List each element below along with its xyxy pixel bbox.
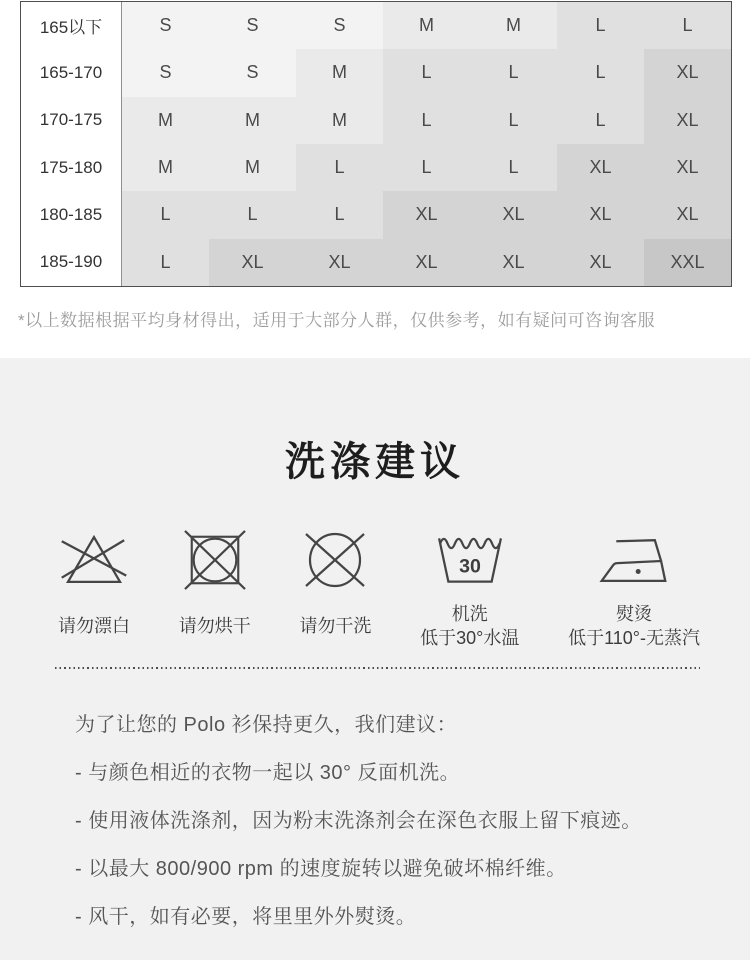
size-cell: XL bbox=[644, 144, 731, 191]
size-cell: XL bbox=[557, 144, 644, 191]
size-cell: XL bbox=[209, 239, 296, 286]
size-cell: XL bbox=[644, 49, 731, 96]
size-cell: L bbox=[122, 191, 209, 238]
size-cell: M bbox=[209, 97, 296, 144]
size-cell: XL bbox=[644, 191, 731, 238]
care-sublabel: 低于30°水温 bbox=[420, 628, 520, 648]
size-cell: S bbox=[296, 2, 383, 49]
size-cell: M bbox=[296, 97, 383, 144]
size-cell: L bbox=[383, 49, 470, 96]
row-label-cell: 170-175 bbox=[21, 97, 122, 144]
care-tips-intro: 为了让您的 Polo 衫保持更久，我们建议： bbox=[75, 714, 458, 736]
size-cell: L bbox=[296, 144, 383, 191]
row-label-cell: 185-190 bbox=[21, 239, 122, 286]
care-tip-line: - 风干，如有必要，将里里外外熨烫。 bbox=[75, 906, 417, 928]
care-item-iron bbox=[568, 524, 700, 652]
care-label: 熨烫 bbox=[616, 604, 653, 625]
size-cell: XL bbox=[557, 239, 644, 286]
size-cell: L bbox=[470, 49, 557, 96]
machine-wash-icon bbox=[436, 534, 504, 586]
size-cell: M bbox=[470, 2, 557, 49]
size-cell: L bbox=[470, 97, 557, 144]
care-item-do-not-dry-clean bbox=[299, 524, 371, 652]
care-label: 请勿烘干 bbox=[178, 616, 251, 637]
size-cell: S bbox=[209, 49, 296, 96]
size-cell: M bbox=[296, 49, 383, 96]
size-cell: L bbox=[470, 144, 557, 191]
iron-icon bbox=[599, 535, 669, 585]
size-cell: L bbox=[557, 2, 644, 49]
care-label: 机洗 bbox=[451, 604, 488, 625]
care-tip-line: - 使用液体洗涤剂，因为粉末洗涤剂会在深色衣服上留下痕迹。 bbox=[75, 810, 642, 832]
size-cell: L bbox=[557, 97, 644, 144]
size-cell: M bbox=[122, 144, 209, 191]
care-tips bbox=[75, 714, 712, 954]
row-label-cell: 165-170 bbox=[21, 49, 122, 96]
care-item-do-not-bleach bbox=[58, 524, 130, 652]
care-icons-row bbox=[58, 524, 700, 652]
size-cell: M bbox=[383, 2, 470, 49]
size-cell: S bbox=[209, 2, 296, 49]
size-cell: L bbox=[644, 2, 731, 49]
care-item-do-not-tumble-dry bbox=[179, 524, 251, 652]
size-cell: L bbox=[296, 191, 383, 238]
row-label-cell: 180-185 bbox=[21, 191, 122, 238]
section-title: 洗涤建议 bbox=[285, 440, 465, 484]
size-chart-footnote: *以上数据根据平均身材得出，适用于大部分人群，仅供参考，如有疑问可咨询客服 bbox=[18, 311, 656, 330]
size-cell: M bbox=[209, 144, 296, 191]
size-cell: L bbox=[209, 191, 296, 238]
care-item-machine-wash bbox=[420, 524, 519, 652]
wash-temp-value: 30 bbox=[458, 555, 481, 578]
size-cell: XL bbox=[470, 239, 557, 286]
size-cell: M bbox=[122, 97, 209, 144]
row-label-cell: 165以下 bbox=[21, 2, 122, 49]
row-label-cell: 175-180 bbox=[21, 144, 122, 191]
washing-advice-section bbox=[0, 358, 750, 960]
care-label: 请勿干洗 bbox=[299, 616, 372, 637]
dotted-divider bbox=[55, 667, 700, 669]
size-cell: XL bbox=[383, 191, 470, 238]
size-cell: L bbox=[383, 144, 470, 191]
size-cell: XL bbox=[644, 97, 731, 144]
size-cell: XL bbox=[470, 191, 557, 238]
size-cell: S bbox=[122, 49, 209, 96]
size-cell: XL bbox=[557, 191, 644, 238]
do-not-bleach-icon bbox=[58, 534, 130, 586]
care-sublabel: 低于110°-无蒸汽 bbox=[568, 628, 700, 648]
size-cell: L bbox=[557, 49, 644, 96]
size-cell: XL bbox=[296, 239, 383, 286]
size-cell: S bbox=[122, 2, 209, 49]
size-cell: XL bbox=[383, 239, 470, 286]
do-not-tumble-dry-icon bbox=[180, 529, 250, 591]
care-tip-line: - 以最大 800/900 rpm 的速度旋转以避免破坏棉纤维。 bbox=[75, 858, 567, 880]
do-not-dry-clean-icon bbox=[300, 531, 370, 589]
size-cell: L bbox=[122, 239, 209, 286]
size-cell: L bbox=[383, 97, 470, 144]
care-label: 请勿漂白 bbox=[58, 616, 130, 637]
care-tip-line: - 与颜色相近的衣物一起以 30° 反面机洗。 bbox=[75, 762, 461, 784]
size-cell: XXL bbox=[644, 239, 731, 286]
size-chart-table bbox=[20, 1, 732, 287]
